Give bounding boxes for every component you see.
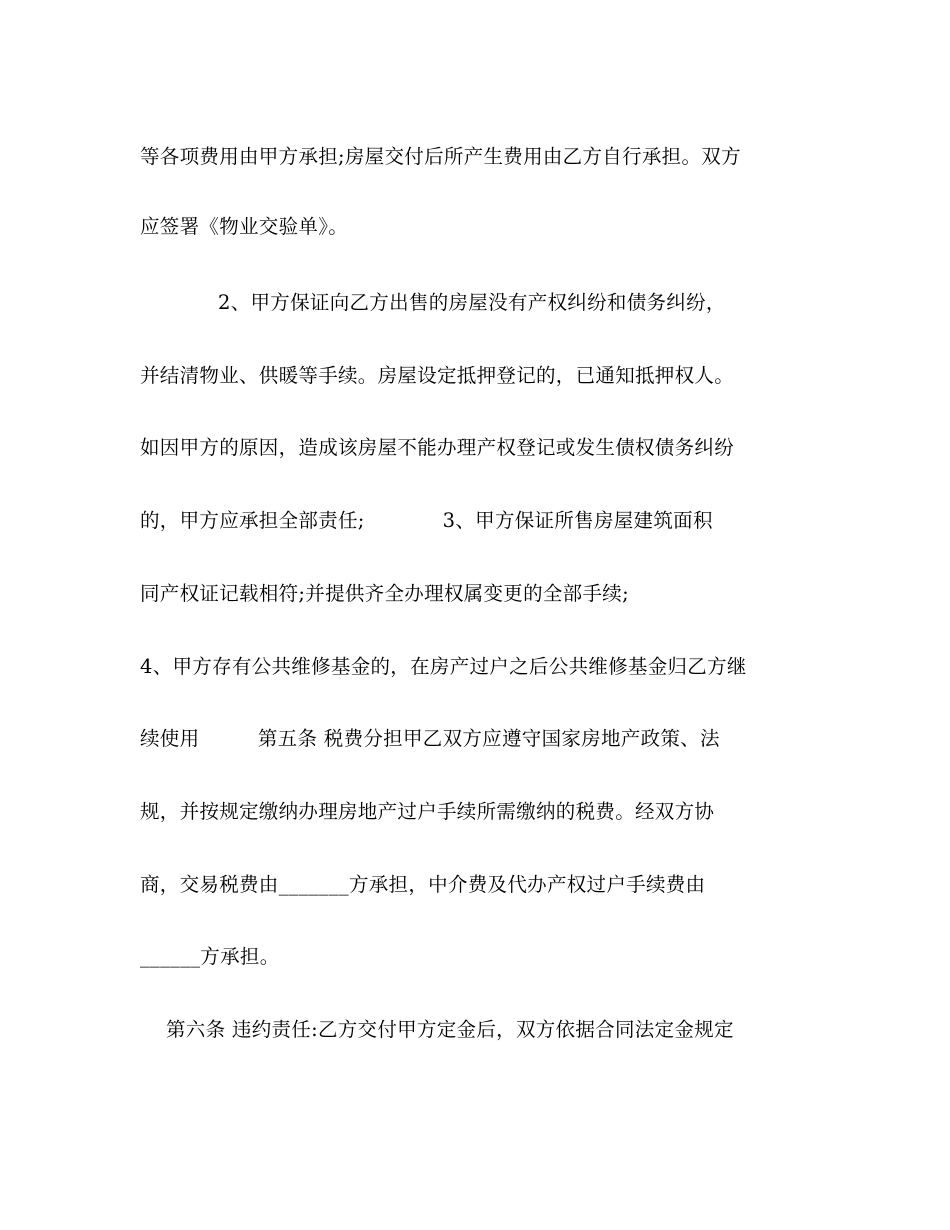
text-line: 的，甲方应承担全部责任; 3、甲方保证所售房屋建筑面积 [140,509,713,532]
text-line: 并结清物业、供暖等手续。房屋设定抵押登记的，已通知抵押权人。 [140,364,735,387]
text-line: 商，交易税费由_______方承担，中介费及代办产权过户手续费由 [140,873,706,896]
text-line: 2、甲方保证向乙方出售的房屋没有产权纠纷和债务纠纷， [140,291,726,314]
text-line: 如因甲方的原因，造成该房屋不能办理产权登记或发生债权债务纠纷 [140,436,735,459]
text-line: 续使用 第五条 税费分担甲乙双方应遵守国家房地产政策、法 [140,727,720,750]
text-line: 规，并按规定缴纳办理房地产过户手续所需缴纳的税费。经双方协 [140,800,715,823]
text-line: 等各项费用由甲方承担;房屋交付后所产生费用由乙方自行承担。双方 [140,145,741,168]
text-line: 同产权证记载相符;并提供齐全办理权属变更的全部手续; [140,582,629,605]
text-line: 应签署《物业交验单》。 [140,215,349,238]
text-line: 4、甲方存有公共维修基金的，在房产过户之后公共维修基金归乙方继 [140,655,747,678]
text-line: ______方承担。 [140,945,280,968]
text-line: 第六条 违约责任:乙方交付甲方定金后，双方依据合同法定金规定 [140,1018,734,1041]
